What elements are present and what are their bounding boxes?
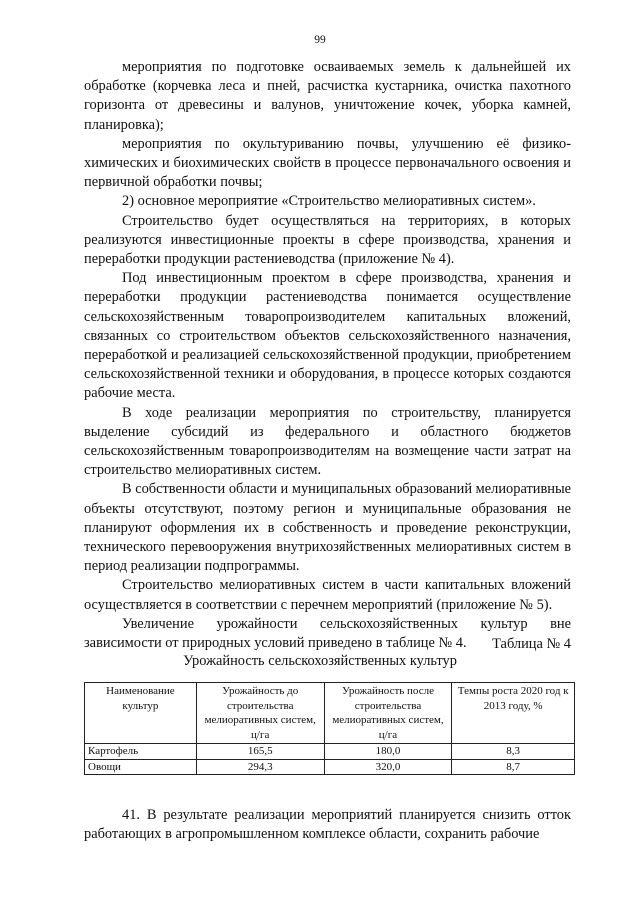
paragraph: В ходе реализации мероприятия по строительству, планируется выделение субсидий из федерального и областного бюджетов сельскохозяйственным товаропроизводителям на возмещение части затрат на строительство мелиоративных систем. [84, 404, 571, 479]
table-header-cell: Темпы роста 2020 год к 2013 году, % [452, 683, 575, 744]
table-header-cell: Урожайность после строительства мелиоративных систем, ц/га [324, 683, 452, 744]
paragraph: 41. В результате реализации мероприятий планируется снизить отток работающих в агропромышленном комплексе области, сохранить рабочие [84, 807, 571, 843]
paragraph: В собственности области и муниципальных образований мелиоративные объекты отсутствуют, поэтому регион и муниципальные образования не планируют оформления их в собственность и проведение реконструкции, технического перевооружения внутрихозяйственных мелиоративных систем в период реализации подпрограммы. [84, 481, 571, 575]
table-cell: 180,0 [324, 744, 452, 760]
closing-text [84, 806, 571, 844]
paragraph: Строительство мелиоративных систем в части капитальных вложений осуществляется в соответствии с перечнем мероприятий (приложение № 5). [84, 577, 571, 613]
table-header-cell: Наименование культур [85, 683, 197, 744]
body-text [84, 58, 571, 653]
paragraph: Строительство будет осуществляться на территориях, в которых реализуются инвестиционные проекты в сфере производства, хранения и переработки продукции растениеводства (приложение № 4). [84, 212, 571, 268]
paragraph: 2) основное мероприятие «Строительство мелиоративных систем». [122, 193, 536, 210]
table-row [85, 744, 575, 760]
table-cell: 165,5 [196, 744, 324, 760]
paragraph: мероприятия по подготовке осваиваемых земель к дальнейшей их обработке (корчевка леса и пней, расчистка кустарника, очистка пахотного горизонта от древесины и валунов, уничтожение кочек, уборка камней, планировка); [84, 59, 571, 133]
table-row [85, 759, 575, 775]
table-caption: Таблица № 4 [492, 636, 571, 652]
table-cell: 294,3 [196, 759, 324, 775]
table-cell: Картофель [85, 744, 197, 760]
table-header-cell: Урожайность до строительства мелиоративных систем, ц/га [196, 683, 324, 744]
table-cell: Овощи [85, 759, 197, 775]
paragraph: Увеличение урожайности сельскохозяйственных культур вне зависимости от природных условий приведено в таблице № 4. [84, 615, 571, 652]
page-number: 99 [314, 34, 326, 46]
paragraph: мероприятия по окультуриванию почвы, улучшению её физико-химических и биохимических свойств в процессе первоначального освоения и первичной обработки почвы; [84, 135, 571, 191]
paragraph: Под инвестиционным проектом в сфере производства, хранения и переработки продукции растениеводства понимается осуществление сельскохозяйственным товаропроизводителем капитальных вложений, связанных со строительством объектов сельскохозяйственного назначения, переработкой и реализацией сельскохозяйственной продукции, приобретением сельскохозяйственной техники и оборудования, в процессе которых создаются рабочие места. [84, 270, 571, 402]
table-cell: 320,0 [324, 759, 452, 775]
crop-yield-table [84, 682, 575, 775]
table-cell: 8,3 [452, 744, 575, 760]
table-header-row [85, 683, 575, 744]
table-title: Урожайность сельскохозяйственных культур [183, 653, 457, 669]
table-cell: 8,7 [452, 759, 575, 775]
